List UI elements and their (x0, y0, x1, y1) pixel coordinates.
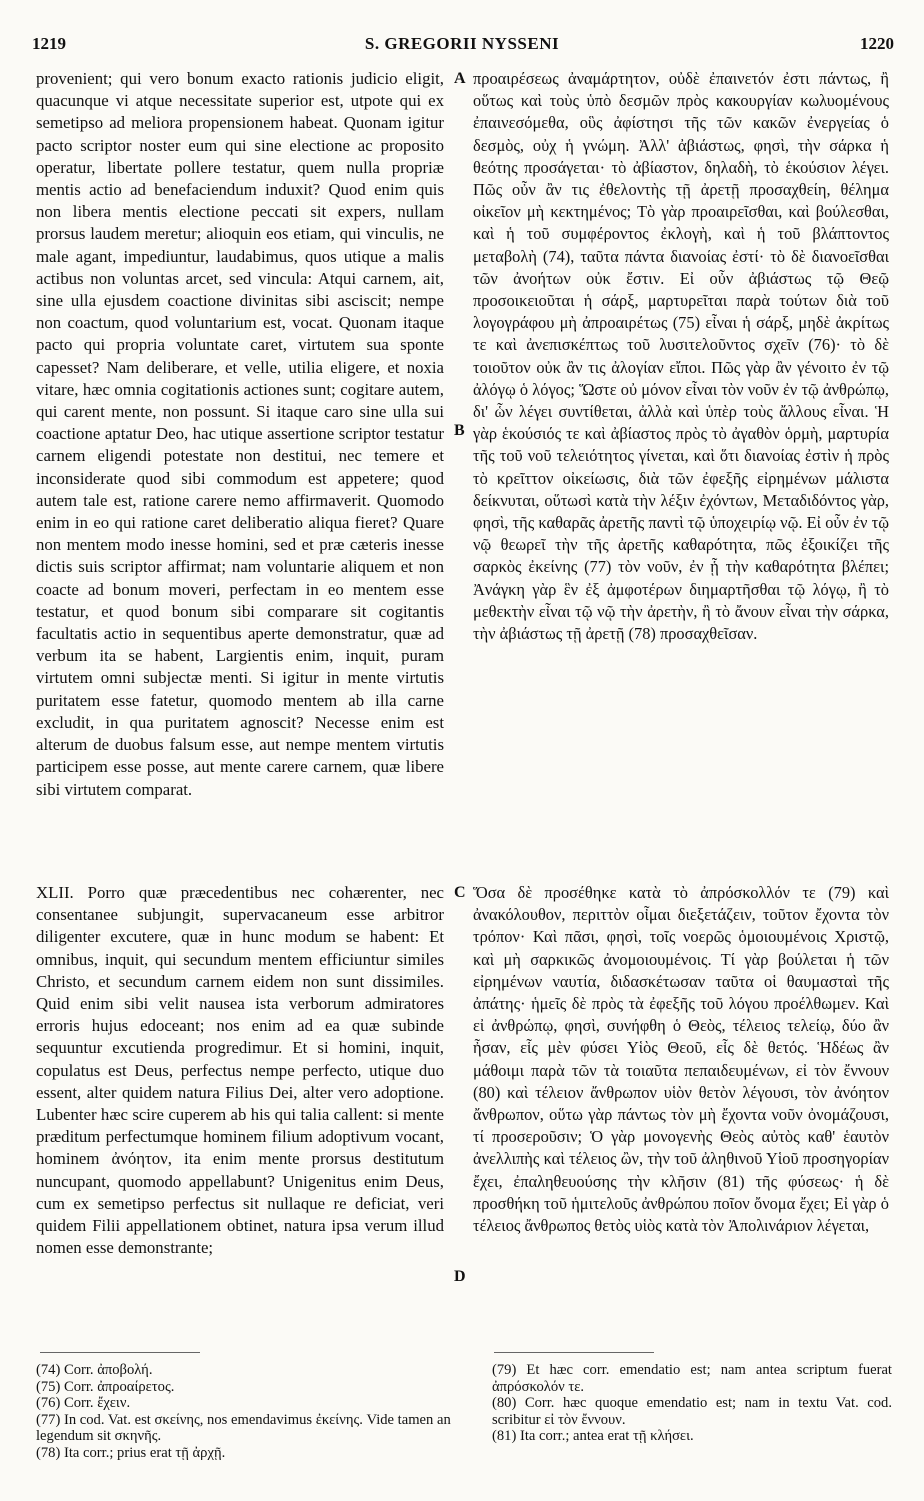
footnote: (79) Et hæc corr. emendatio est; nam antea scriptum fuerat ἀπρόσκολόν τε. (492, 1362, 892, 1395)
footnote: (80) Corr. hæc quoque emendatio est; nam in textu Vat. cod. scribitur εἰ τὸν ἔννουν. (492, 1395, 892, 1428)
footnote: (78) Ita corr.; prius erat τῇ ἀρχῇ. (36, 1444, 226, 1461)
greek-column-top (473, 68, 889, 645)
latin-paragraph-bottom: XLII. Porro quæ præcedentibus nec cohærenter, nec consentanee subjungit, supervacaneum esse arbitror diligenter excutere, quæ in hunc modum se habent: Et omnibus, inquit, qui secundum mentem efficiuntur similes Christo, et secundum carnem eidem non sunt dissimiles. Quid enim sibi velit nausea ista verborum admiratores erroris hujus edoceant; nos enim ad ea quæ subinde sequuntur excutienda progredimur. Et si homini, inquit, copulatus est Deus, perfectus nempe perfecto, utique duo essent, alter quidem natura Filius Dei, alter vero adoptione. Lubenter hæc scire cuperem ab his qui talia callent: si mente præditum perfectumque hominem filium adoptivum vocant, hominem ἀνόητον, ita enim mente prorsus destitutum nuncupant, quomodo appellabunt? Unigenitus enim Deus, cum ex semetipso perfectus sit nullaque re deficiat, veri quidem Filii appellationem obtinet, natura ipsa verum illud nomen esse demonstrante; (36, 883, 444, 1258)
footnote: (77) In cod. Vat. est σκείνης, nos emendavimus ἐκείνης. Vide tamen an legendum sit σκηνῆς. (36, 1411, 451, 1445)
footnote: (75) Corr. ἀπροαίρετος. (36, 1378, 175, 1395)
footnotes-left (36, 1362, 466, 1462)
footnote: (76) Corr. ἔχειν. (36, 1395, 131, 1412)
footnote: (81) Ita corr.; antea erat τῇ κλήσει. (492, 1428, 694, 1445)
latin-column-top (36, 68, 444, 801)
greek-column-bottom (473, 882, 889, 1237)
running-header (0, 34, 924, 60)
page-number-left: 1219 (32, 34, 66, 53)
section-marker-b: B (454, 422, 465, 439)
section-marker-d: D (454, 1268, 466, 1285)
greek-paragraph-bottom: Ὅσα δὲ προσέθηκε κατὰ τὸ ἀπρόσκολλόν τε (79) καὶ ἀνακόλουθον, περιττὸν οἶμαι διεξετάζειν, τοῦτον ἔχοντα τὸν τρόπον· Καὶ πᾶσι, φησὶ, τοῖς νοερῶς ὁμοιουμένοις Χριστῷ, καὶ μὴ σαρκικῶς ἀνομοιουμένοις. Τί γὰρ βούλεται ἡ τῶν εἰρημένων ναυτία, διδασκέτωσαν ταῦτα οἱ θαυμασταὶ τῆς ἀπάτης· ἡμεῖς δὲ πρὸς τὰ ἐφεξῆς τοῦ λόγου προέλθωμεν. Καὶ εἰ ἀνθρώπῳ, φησὶ, συνήφθη ὁ Θεὸς, τέλειος τελείῳ, δύο ἂν ἦσαν, εἷς μὲν φύσει Υἱὸς Θεοῦ, εἷς δὲ θετός. Ἡδέως ἂν μάθοιμι παρὰ τῶν τὰ τοιαῦτα πεπαιδευμένων, εἰ τὸν ἔννουν (80) καὶ τέλειον ἄνθρωπον υἱὸν θετὸν λέγουσι, τὸν ἀνόητον ἄνθρωπον, οὕτω γὰρ πάντως τὸν μὴ ἔχοντα νοῦν ὀνομάζουσι, τί προσεροῦσιν; Ὁ γὰρ μονογενὴς Θεὸς αὐτὸς καθ' ἑαυτὸν ἀνελλιπὴς καὶ τέλειος ὢν, τὴν τοῦ ἀληθινοῦ Υἱοῦ προσηγορίαν ἔχει, ἐπαληθευούσης τὴν κλῆσιν (81) τῆς φύσεως· ἡ δὲ προσθήκη τοῦ ἡμιτελοῦς ἀνθρώπου ποῖον ὄνομα ἔχει; Εἰ γὰρ ὁ τέλειος ἄνθρωπος θετὸς υἱὸς κατὰ τὸν Ἀπολινάριον λέγεται, (473, 883, 889, 1236)
footnote: (74) Corr. ἀποβολή. (36, 1362, 153, 1378)
page-title: S. GREGORII NYSSENI (364, 34, 560, 53)
section-marker-a: A (454, 70, 466, 87)
greek-paragraph-top: προαιρέσεως ἀναμάρτητον, οὐδὲ ἐπαινετόν ἐστι πάντως, ἢ οὕτως καὶ τοὺς ὑπὸ δεσμῶν πρὸς κακουργίαν κωλυομένους ἐπαινεσόμεθα, οὓς ἀφίστησι τῆς τῶν κακῶν ἐνεργείας ὁ δεσμὸς, οὐχ ἡ γνώμη. Ἀλλ' ἀβιάστως, φησὶ, τὴν σάρκα ἡ θεότης προσάγεται· τὸ ἀβίαστον, δηλαδὴ, τὸ ἑκούσιον λέγει. Πῶς οὖν ἂν τις ἐθελοντὴς τῇ ἀρετῇ προσαχθείη, θέλημα οἰκεῖον μὴ κεκτημένος; Τὸ γὰρ προαιρεῖσθαι, καὶ βούλεσθαι, καὶ ἡ τοῦ συμφέροντος ἐκλογὴ, καὶ ἡ τοῦ βλάπτοντος μεταβολὴ (74), ταῦτα πάντα διανοίας ἐστί· τὸ δὲ διανοεῖσθαι τῶν ἀνοήτων οὐκ ἔστιν. Εἰ οὖν ἀβιάστως τῷ Θεῷ προσοικειοῦται ἡ σάρξ, μαρτυρεῖται παρὰ τούτων διὰ τοῦ λογογράφου μὴ ἀπροαιρέτως (75) εἶναι ἡ σάρξ, μηδὲ ἀκρίτως τε καὶ ἀνεπισκέπτως τοῦ λυσιτελοῦντος σχεῖν (76)· τὸ δὲ τοιοῦτον οὐκ ἂν τις ἀλογίαν εἴποι. Πῶς γὰρ ἂν γένοιτο ἐν τῷ ἀλόγῳ ὁ λόγος; Ὥστε οὐ μόνον εἶναι τὸν νοῦν ἐν τῷ ἀνθρώπῳ, δι' ὧν λέγει συντίθεται, ἀλλὰ καὶ ὑπὲρ τοὺς ἄλλους εἶναι. Ἡ γὰρ ἑκούσιός τε καὶ ἀβίαστος πρὸς τὸ ἀγαθὸν ὁρμὴ, μαρτυρία τῆς τοῦ νοῦ τελειότητος γίνεται, καὶ ὅτι διανοίας ἐστὶν ἡ πρὸς τὸ κρεῖττον οἰκείωσις, διὰ τῶν ἐφεξῆς εἰρημένων μάλιστα δείκνυται, οὕτωσὶ κατὰ τὴν λέξιν ἐχόντων, Μεταδιδόντος γὰρ, φησὶ, τῆς καθαρᾶς ἀρετῆς παντὶ τῷ ὑποχειρίῳ νῷ. Εἰ οὖν ἐν τῷ νῷ θεωρεῖ τὴν τῆς ἀρετῆς καθαρότητα, πῶς ἐξοικίζει τῆς σαρκὸς ἐκείνης (77) τὸν νοῦν, ἐν ᾗ τὴν καθαρότητα βλέπει; Ἀνάγκη γὰρ ἓν ἐξ ἀμφοτέρων διημαρτῆσθαι τῷ λόγῳ, ἢ τὸ μεθεκτὴν εἶναι τῷ νῷ τὴν ἀρετὴν, ἢ τὸ ἄνουν εἶναι τὴν σάρκα, τὴν ἀβιάστως τῇ ἀρετῇ (78) προσαχθεῖσαν. (473, 69, 889, 644)
footnote-rule-left (40, 1352, 200, 1353)
footnote-rule-right (494, 1352, 654, 1353)
page-number-right: 1220 (860, 34, 894, 53)
latin-paragraph-top: provenient; qui vero bonum exacto rationis judicio eligit, quacunque vi atque necessitate superior est, utpote qui ex semetipso ad meliora propensionem habeat. Quonam igitur pacto scriptor noster eum qui sine electione ac proposito operatur, libertate pollere testatur, quem nulla propriæ mentis actio ad benefaciendum induxit? Quod enim quis non libera mentis electione peccati sit expers, nullam prorsus laudem meretur; alioquin eos etiam, qui vinculis, ne male agant, impediuntur, laudabimus, quos utique a malis actibus non voluntas arcet, sed vincula: Atqui carnem, ait, sine ulla ejusdem coactione divinitas sibi asciscit; nempe non coactum, quod voluntarium est, vocat. Quonam itaque pacto qui propria voluntate caret, virtutem sua sponte capesset? Nam deliberare, et velle, utilia eligere, et noxia vitare, hæc omnia cogitationis actiones sunt; cogitare autem, qui carent mente, non possunt. Si itaque caro sine ulla sui coactione aptatur Deo, hac utique assertione scriptor testatur carnem eligendi potestate non destitui, nec temere et inconsiderate quod sibi commodum est appetere; quod autem tale est, ratione carere nemo affirmaverit. Quomodo enim in eo qui ratione caret deliberatio aliqua fieret? Quare non mentem modo inesse homini, sed et præ cæteris inesse dictis suis scriptor affirmat; nam voluntarie aliquem et non coacte ad bonum moveri, perfectam in eo mentem esse testatur, et quod bonum sibi comparare sit cogitantis facultatis actio in sequentibus aperte demonstratur, quæ ad verbum ita se habent, Largientis enim, inquit, puram virtutem omni subjectæ menti. Si igitur in mente virtutis puritatem esse fatetur, quomodo mentem ab illa carne excludit, in qua puritatem agnoscit? Necesse enim est alterum de duobus falsum esse, aut nempe mentem virtutis participem esse posse, aut mente carere carnem, quæ libere sibi virtutem comparat. (36, 69, 444, 799)
section-marker-c: C (454, 884, 466, 901)
latin-column-bottom (36, 882, 444, 1259)
footnotes-right (492, 1362, 892, 1445)
